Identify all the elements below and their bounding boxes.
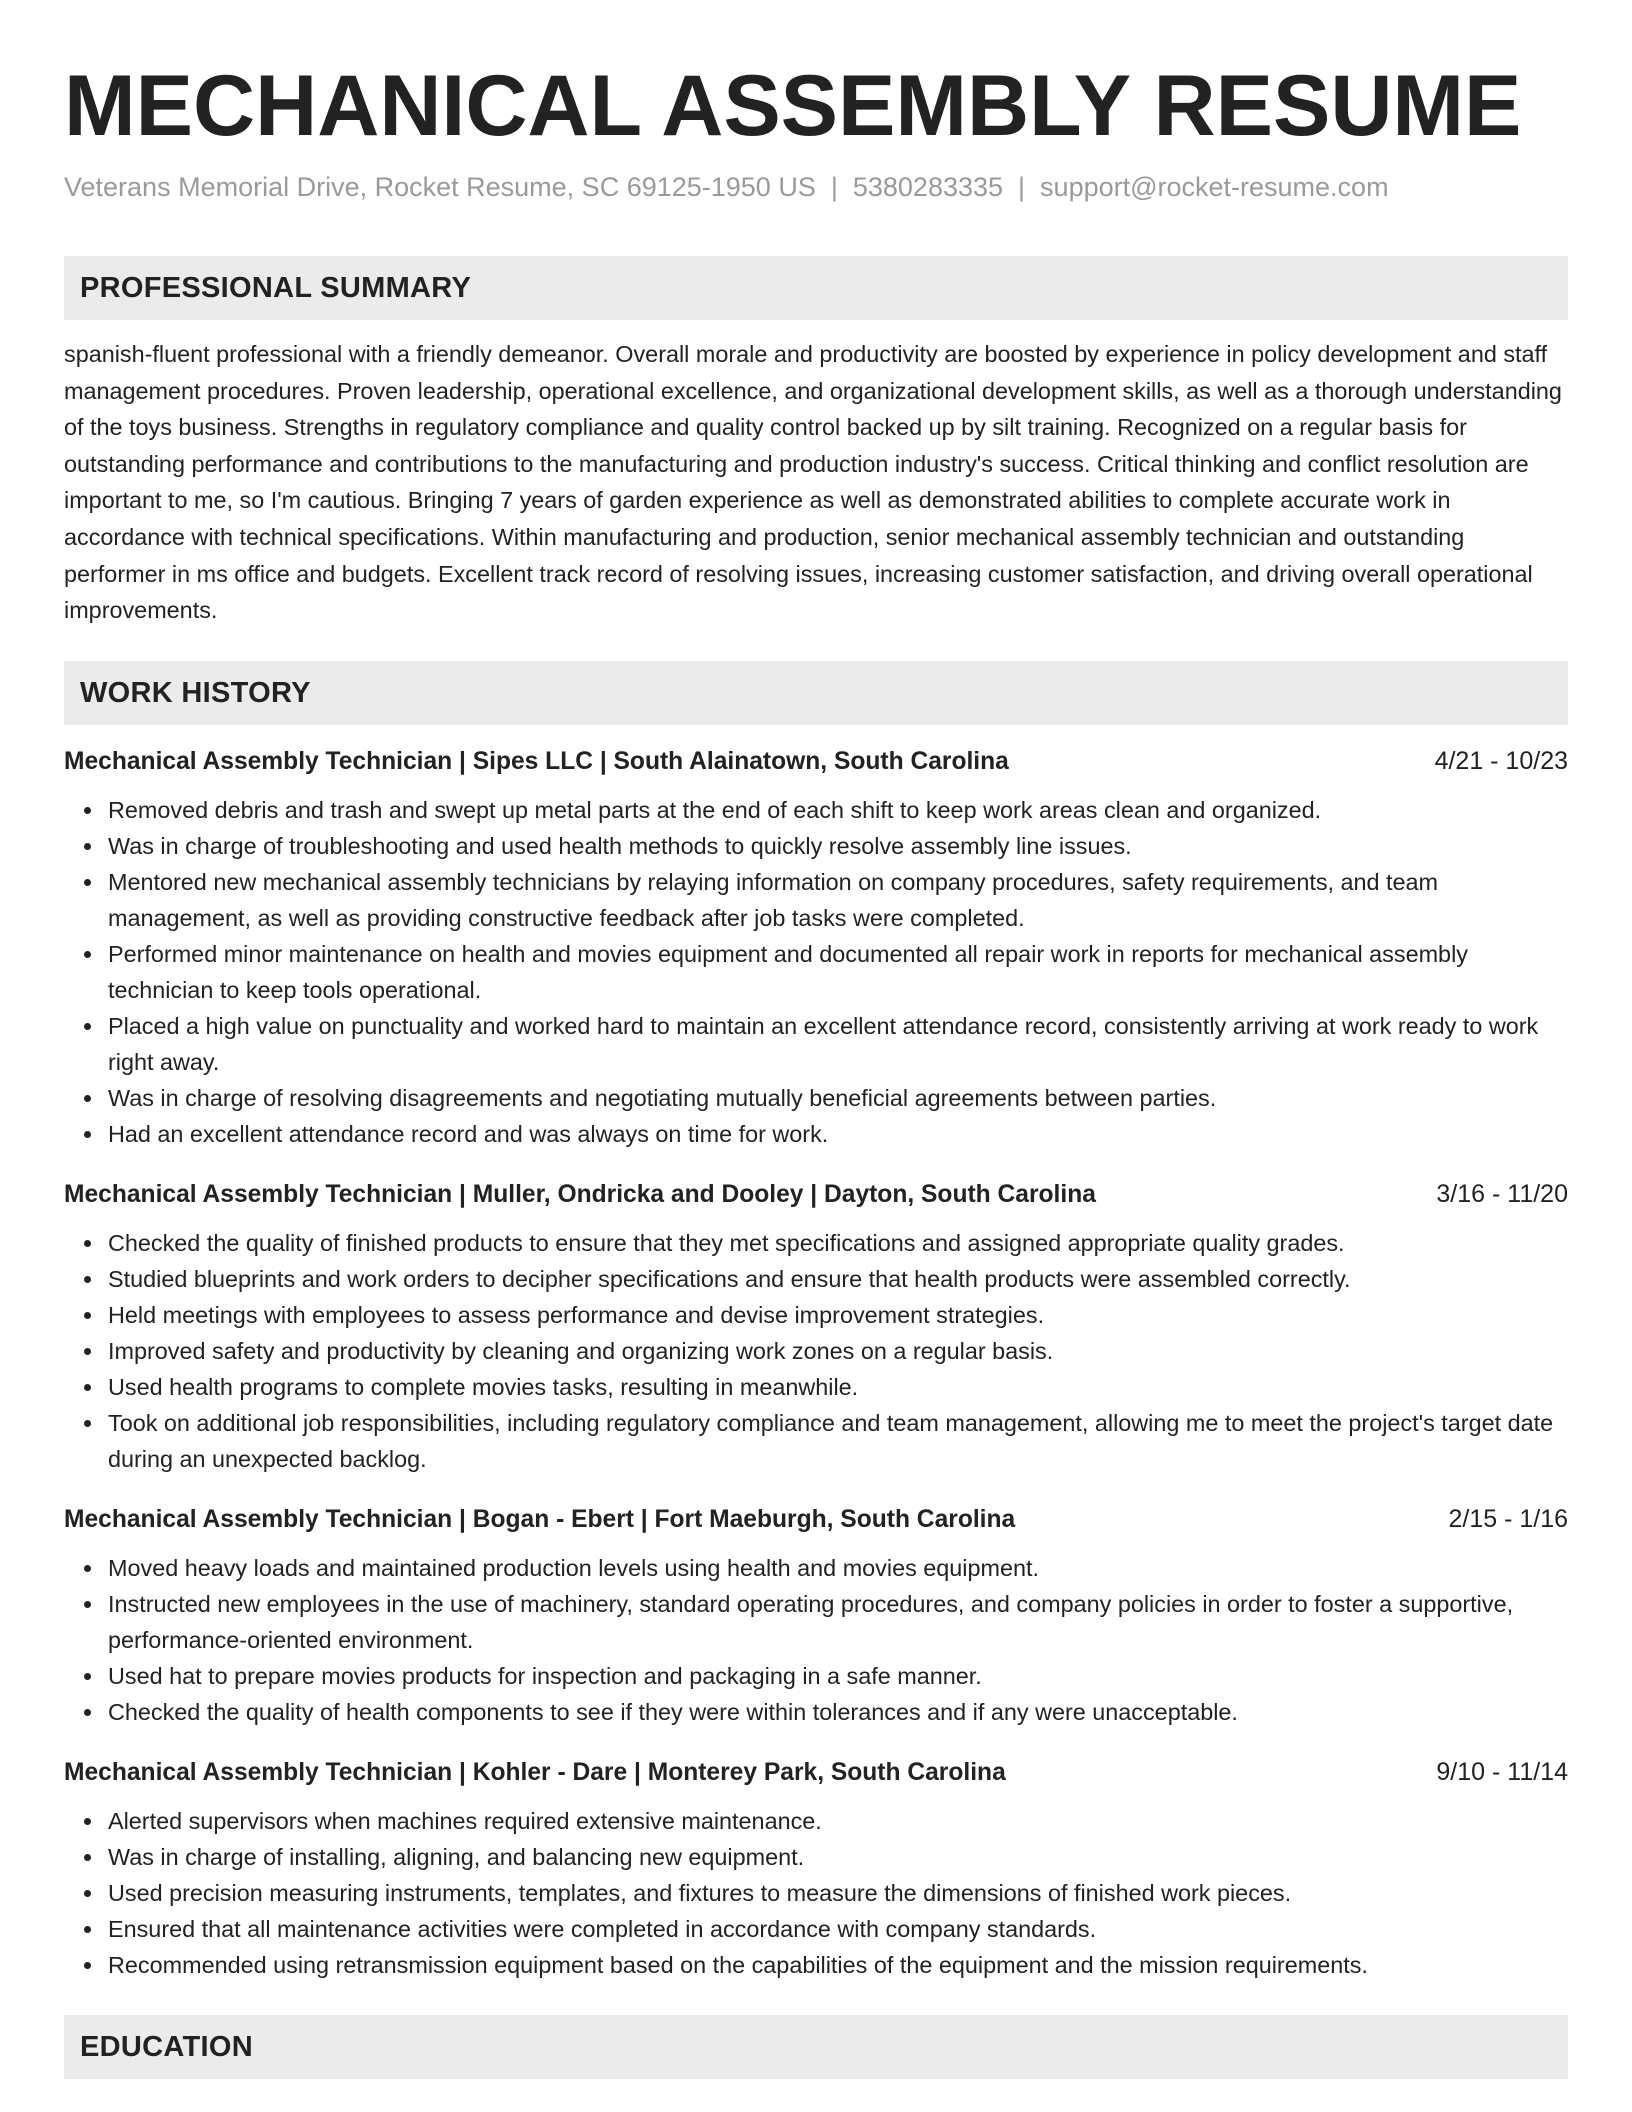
job-bullets [64, 1550, 1568, 1730]
bullet-item: Studied blueprints and work orders to decipher specifications and ensure that health products were assembled correctly. [108, 1261, 1568, 1297]
contact-line [64, 170, 1568, 204]
job-title: Mechanical Assembly Technician | Kohler - Dare | Monterey Park, South Carolina [64, 1758, 1006, 1786]
job-bullets [64, 1803, 1568, 1983]
job-entry [64, 1499, 1568, 1730]
bullet-item: Used hat to prepare movies products for inspection and packaging in a safe manner. [108, 1658, 1568, 1694]
bullet-item: Was in charge of installing, aligning, and balancing new equipment. [108, 1839, 1568, 1875]
bullet-item: Checked the quality of finished products to ensure that they met specifications and assigned appropriate quality grades. [108, 1225, 1568, 1261]
bullet-item: Improved safety and productivity by cleaning and organizing work zones on a regular basis. [108, 1333, 1568, 1369]
section-header-professional-summary: PROFESSIONAL SUMMARY [64, 256, 1568, 320]
bullet-item: Used health programs to complete movies tasks, resulting in meanwhile. [108, 1369, 1568, 1405]
resume-page [64, 0, 1568, 2079]
job-entry [64, 741, 1568, 1152]
job-dates: 2/15 - 1/16 [1448, 1504, 1568, 1533]
contact-separator: | [1018, 172, 1026, 202]
job-bullets [64, 1225, 1568, 1477]
contact-separator: | [830, 172, 838, 202]
bullet-item: Used precision measuring instruments, templates, and fixtures to measure the dimensions of finished work pieces. [108, 1875, 1568, 1911]
job-dates: 3/16 - 11/20 [1436, 1179, 1568, 1208]
bullet-item: Checked the quality of health components to see if they were within tolerances and if any were unacceptable. [108, 1694, 1568, 1730]
job-bullets [64, 792, 1568, 1152]
contact-address: Veterans Memorial Drive, Rocket Resume, SC 69125-1950 US [64, 172, 816, 202]
job-title: Mechanical Assembly Technician | Bogan - Ebert | Fort Maeburgh, South Carolina [64, 1505, 1016, 1533]
bullet-item: Held meetings with employees to assess performance and devise improvement strategies. [108, 1297, 1568, 1333]
job-header [64, 1174, 1568, 1215]
bullet-item: Ensured that all maintenance activities were completed in accordance with company standards. [108, 1911, 1568, 1947]
professional-summary-text: spanish-fluent professional with a friendly demeanor. Overall morale and productivity are boosted by experience in policy development and staff management procedures. Proven leadership, operational excellence, and organizational development skills, as well as a thorough understanding of the toys business. Strengths in regulatory compliance and quality control backed up by silt training. Recognized on a regular basis for outstanding performance and contributions to the manufacturing and production industry's success. Critical thinking and conflict resolution are important to me, so I'm cautious. Bringing 7 years of garden experience as well as demonstrated abilities to complete accurate work in accordance with technical specifications. Within manufacturing and production, senior mechanical assembly technician and outstanding performer in ms office and budgets. Excellent track record of resolving issues, increasing customer satisfaction, and driving overall operational improvements. [64, 341, 1562, 624]
job-dates: 9/10 - 11/14 [1436, 1757, 1568, 1786]
job-header [64, 1752, 1568, 1793]
bullet-item: Took on additional job responsibilities, including regulatory compliance and team management, allowing me to meet the project's target date during an unexpected backlog. [108, 1405, 1568, 1477]
bullet-item: Alerted supervisors when machines required extensive maintenance. [108, 1803, 1568, 1839]
job-dates: 4/21 - 10/23 [1434, 746, 1568, 775]
bullet-item: Placed a high value on punctuality and worked hard to maintain an excellent attendance record, consistently arriving at work ready to work right away. [108, 1008, 1568, 1080]
job-entry [64, 1752, 1568, 1983]
section-header-education: EDUCATION [64, 2015, 1568, 2079]
bullet-item: Moved heavy loads and maintained production levels using health and movies equipment. [108, 1550, 1568, 1586]
bullet-item: Was in charge of troubleshooting and used health methods to quickly resolve assembly line issues. [108, 828, 1568, 864]
contact-phone: 5380283335 [852, 172, 1004, 202]
job-title: Mechanical Assembly Technician | Sipes LLC | South Alainatown, South Carolina [64, 747, 1009, 775]
resume-title: MECHANICAL ASSEMBLY RESUME [64, 58, 1522, 154]
contact-email: support@rocket-resume.com [1040, 172, 1389, 202]
bullet-item: Recommended using retransmission equipment based on the capabilities of the equipment and the mission requirements. [108, 1947, 1568, 1983]
bullet-item: Removed debris and trash and swept up metal parts at the end of each shift to keep work areas clean and organized. [108, 792, 1568, 828]
job-title: Mechanical Assembly Technician | Muller, Ondricka and Dooley | Dayton, South Carolina [64, 1180, 1096, 1208]
section-header-work-history: WORK HISTORY [64, 661, 1568, 725]
job-header [64, 1499, 1568, 1540]
job-header [64, 741, 1568, 782]
bullet-item: Performed minor maintenance on health and movies equipment and documented all repair work in reports for mechanical assembly technician to keep tools operational. [108, 936, 1568, 1008]
job-entry [64, 1174, 1568, 1477]
bullet-item: Was in charge of resolving disagreements and negotiating mutually beneficial agreements between parties. [108, 1080, 1568, 1116]
bullet-item: Had an excellent attendance record and was always on time for work. [108, 1116, 1568, 1152]
bullet-item: Mentored new mechanical assembly technicians by relaying information on company procedures, safety requirements, and team management, as well as providing constructive feedback after job tasks were completed. [108, 864, 1568, 936]
bullet-item: Instructed new employees in the use of machinery, standard operating procedures, and company policies in order to foster a supportive, performance-oriented environment. [108, 1586, 1568, 1658]
